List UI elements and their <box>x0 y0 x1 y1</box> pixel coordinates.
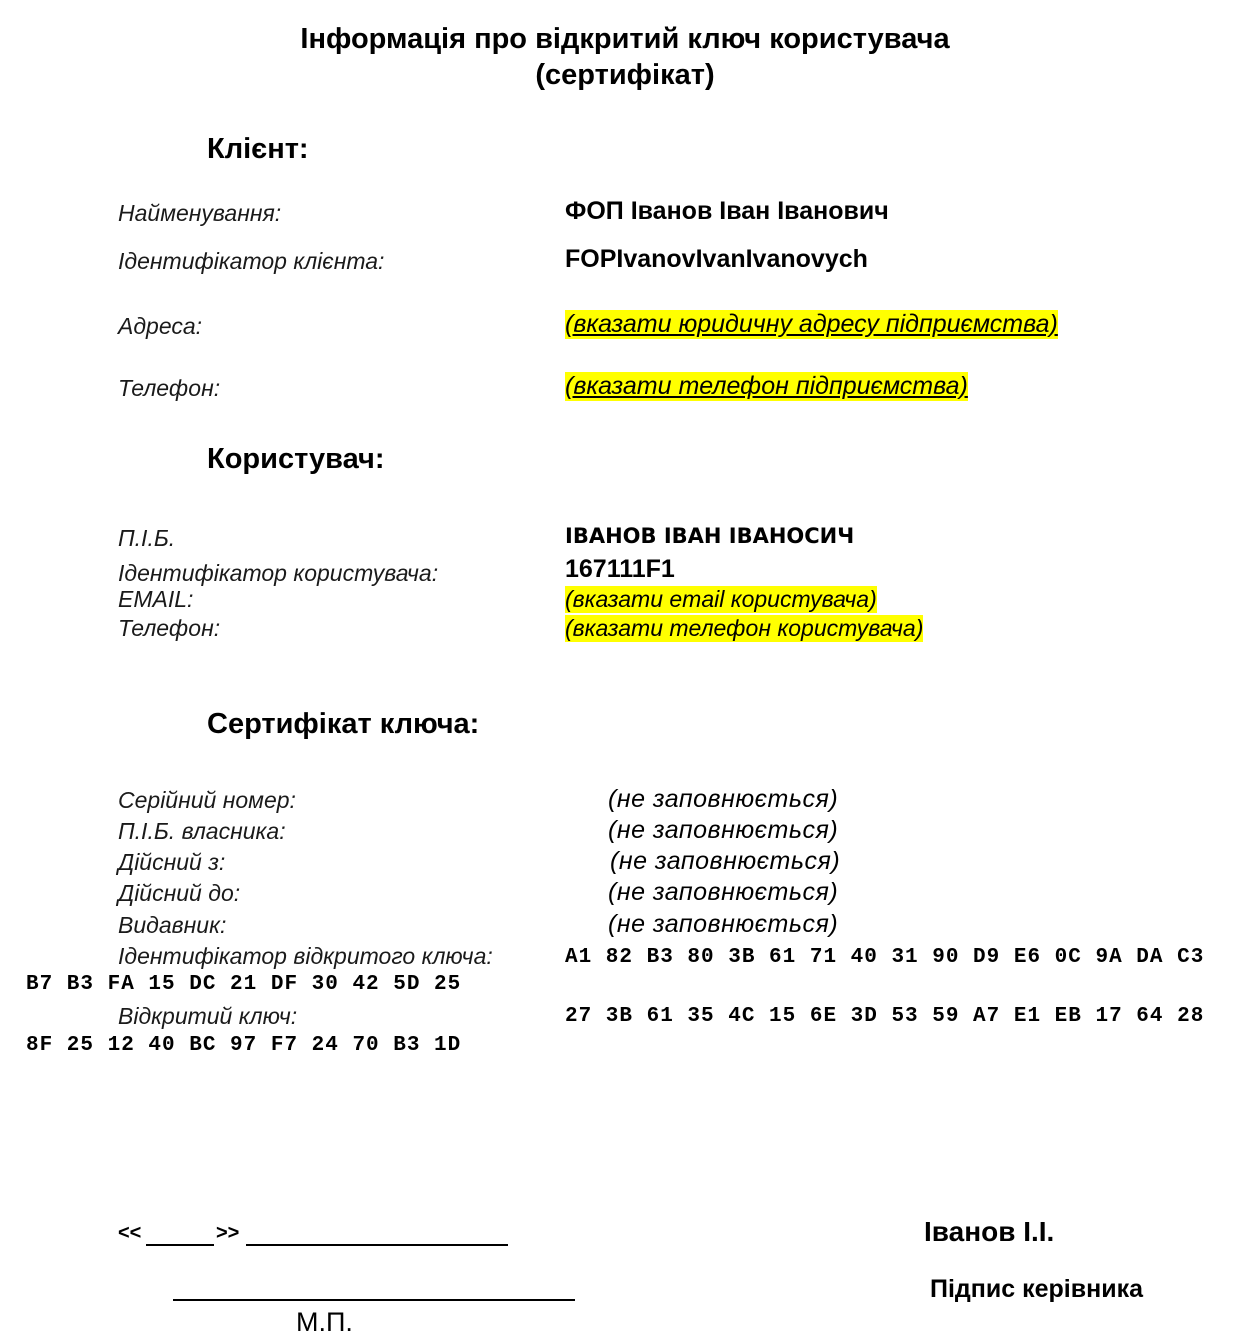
client-phone-value: (вказати телефон підприємства) <box>565 372 968 400</box>
client-id-value: FOPIvanovIvanIvanovych <box>565 245 868 273</box>
cert-owner-value: (не заповнюється) <box>608 816 839 844</box>
client-heading: Клієнт: <box>207 133 309 165</box>
cert-valid-to-value: (не заповнюється) <box>608 878 839 906</box>
document-title-line1: Інформація про відкритий ключ користувача <box>300 23 950 55</box>
date-close-quote: >> <box>216 1222 240 1244</box>
cert-valid-from-value: (не заповнюється) <box>610 847 841 875</box>
cert-key-id-label: Ідентифікатор відкритого ключа: <box>118 943 493 969</box>
client-id-label: Ідентифікатор клієнта: <box>118 248 385 274</box>
user-phone-value: (вказати телефон користувача) <box>565 615 924 641</box>
user-fullname-label: П.І.Б. <box>118 525 176 551</box>
date-open-quote: << <box>118 1222 142 1244</box>
cert-public-key-line2: 8F 25 12 40 BC 97 F7 24 70 B3 1D <box>26 1034 462 1057</box>
cert-issuer-value: (не заповнюється) <box>608 910 839 938</box>
user-email-label: EMAIL: <box>118 586 194 612</box>
cert-serial-label: Серійний номер: <box>118 787 296 813</box>
cert-public-key-line1: 27 3B 61 35 4C 15 6E 3D 53 59 A7 E1 EB 17 64 28 <box>565 1005 1205 1028</box>
user-phone-label: Телефон: <box>118 615 221 641</box>
client-address-value: (вказати юридичну адресу підприємства) <box>565 310 1058 338</box>
date-month-line <box>246 1244 508 1246</box>
user-email-value: (вказати email користувача) <box>565 586 877 612</box>
signature-caption: Підпис керівника <box>930 1275 1143 1303</box>
cert-key-id-line2: B7 B3 FA 15 DC 21 DF 30 42 5D 25 <box>26 973 462 996</box>
cert-valid-to-label: Дійсний до: <box>118 880 241 906</box>
client-address-label: Адреса: <box>118 313 203 339</box>
stamp-label: М.П. <box>296 1307 353 1337</box>
cert-serial-value: (не заповнюється) <box>608 785 839 813</box>
user-id-value: 167111F1 <box>565 555 675 583</box>
client-name-label: Найменування: <box>118 200 282 226</box>
signer-name: Іванов І.І. <box>924 1216 1055 1247</box>
client-name-value: ФОП Іванов Іван Іванович <box>565 197 889 225</box>
cert-issuer-label: Видавник: <box>118 912 227 938</box>
cert-key-id-line1: A1 82 B3 80 3B 61 71 40 31 90 D9 E6 0C 9A DA C3 <box>565 946 1205 969</box>
cert-valid-from-label: Дійсний з: <box>118 849 226 875</box>
user-fullname-value: ІВАНОВ ІВАН ІВАНОСИЧ <box>565 524 855 548</box>
client-phone-label: Телефон: <box>118 375 221 401</box>
date-day-line <box>146 1244 214 1246</box>
user-heading: Користувач: <box>207 443 385 475</box>
cert-public-key-label: Відкритий ключ: <box>118 1003 298 1029</box>
cert-owner-label: П.І.Б. власника: <box>118 818 286 844</box>
document-title-line2: (сертифікат) <box>535 59 715 91</box>
certificate-heading: Сертифікат ключа: <box>207 708 480 740</box>
user-id-label: Ідентифікатор користувача: <box>118 560 439 586</box>
signature-line <box>173 1299 575 1301</box>
